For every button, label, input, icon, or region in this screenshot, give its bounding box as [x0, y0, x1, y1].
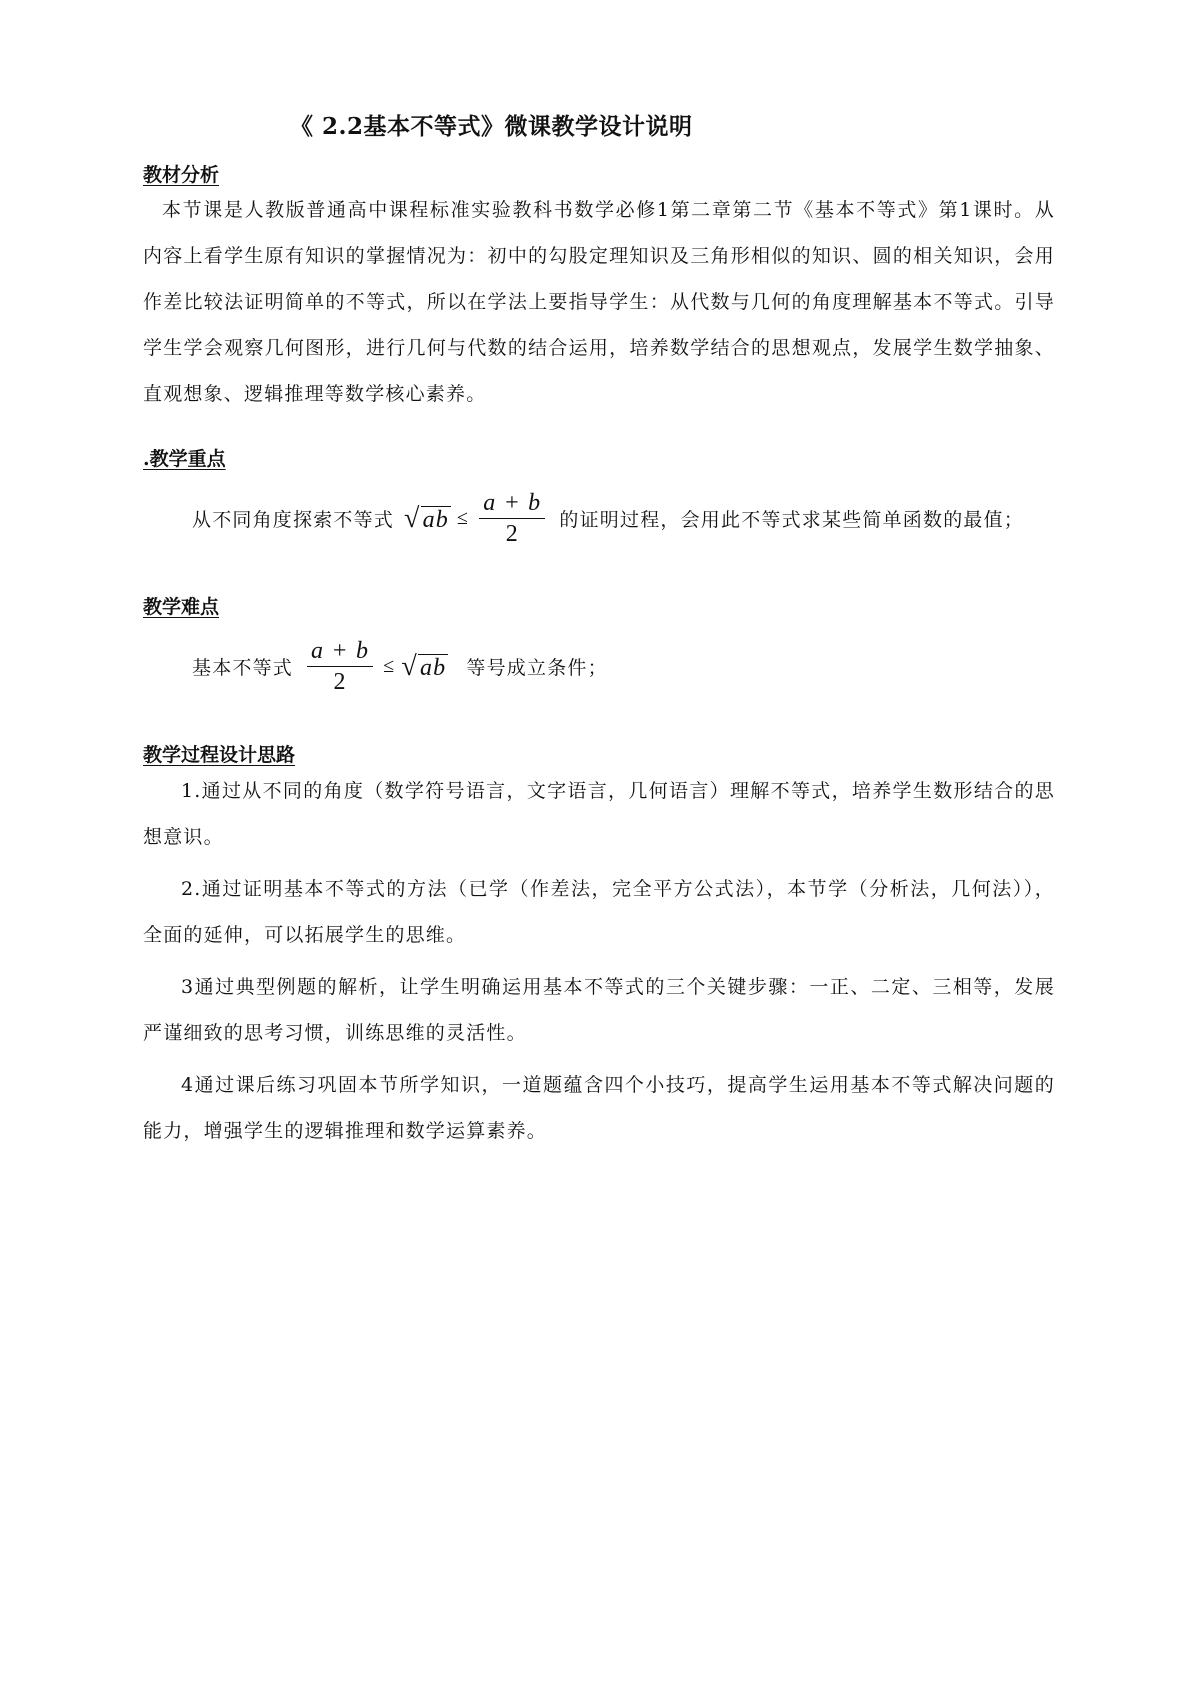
material-analysis-paragraph: 本节课是人教版普通高中课程标准实验教科书数学必修1第二章第二节《基本不等式》第1课时。从内容上看学生原有知识的掌握情况为：初中的勾股定理知识及三角形相似的知识、圆的相关知识，会用作差比较法证明简单的不等式，所以在学法上要指导学生：从代数与几何的角度理解基本不等式。引导学生学会观察几何图形，进行几何与代数的结合运用，培养数学结合的思想观点，发展学生数学抽象、直观想象、逻辑推理等数学核心素养。 [143, 199, 1055, 405]
key-points-suffix: 的证明过程，会用此不等式求某些简单函数的最值； [559, 509, 1024, 532]
leq-symbol: ≤ [383, 655, 396, 678]
sqrt-expression [404, 502, 451, 534]
difficult-points-prefix: 基本不等式 [192, 657, 294, 680]
fraction-denominator: 2 [505, 521, 519, 548]
key-points-formula [404, 490, 549, 548]
fraction [479, 490, 545, 548]
fraction [307, 638, 373, 696]
fraction-numerator: a + b [307, 638, 373, 667]
material-analysis-heading: 教材分析 [143, 164, 220, 186]
difficult-points-suffix: 等号成立条件； [466, 657, 608, 680]
fraction-numerator: a + b [479, 490, 545, 519]
sqrt-symbol: √ [401, 650, 418, 682]
key-points-heading: .教学重点 [143, 448, 226, 470]
key-points-prefix: 从不同角度探索不等式 [192, 509, 395, 532]
difficult-points-formula [303, 638, 448, 696]
fraction-denominator: 2 [333, 669, 347, 696]
key-points-line [192, 490, 1024, 548]
document-title: 《 2.2基本不等式》微课教学设计说明 [290, 113, 693, 140]
difficult-points-line [192, 638, 608, 696]
process-item-1: 1.通过从不同的角度（数学符号语言，文字语言，几何语言）理解不等式，培养学生数形结合的思想意识。 [143, 780, 1055, 848]
process-item-2: 2.通过证明基本不等式的方法（已学（作差法，完全平方公式法），本节学（分析法，几何法）），全面的延伸，可以拓展学生的思维。 [143, 878, 1055, 946]
process-design-heading: 教学过程设计思路 [143, 744, 296, 766]
sqrt-symbol: √ [404, 502, 421, 534]
radicand: ab [422, 506, 449, 533]
difficult-points-heading: 教学难点 [143, 596, 220, 618]
process-item-4: 4通过课后练习巩固本节所学知识，一道题蕴含四个小技巧，提高学生运用基本不等式解决问题的能力，增强学生的逻辑推理和数学运算素养。 [143, 1074, 1055, 1142]
leq-symbol: ≤ [457, 507, 470, 530]
process-item-3: 3通过典型例题的解析，让学生明确运用基本不等式的三个关键步骤：一正、二定、三相等，发展严谨细致的思考习惯，训练思维的灵活性。 [143, 976, 1055, 1044]
radicand: ab [419, 654, 447, 681]
sqrt-expression [401, 650, 448, 682]
